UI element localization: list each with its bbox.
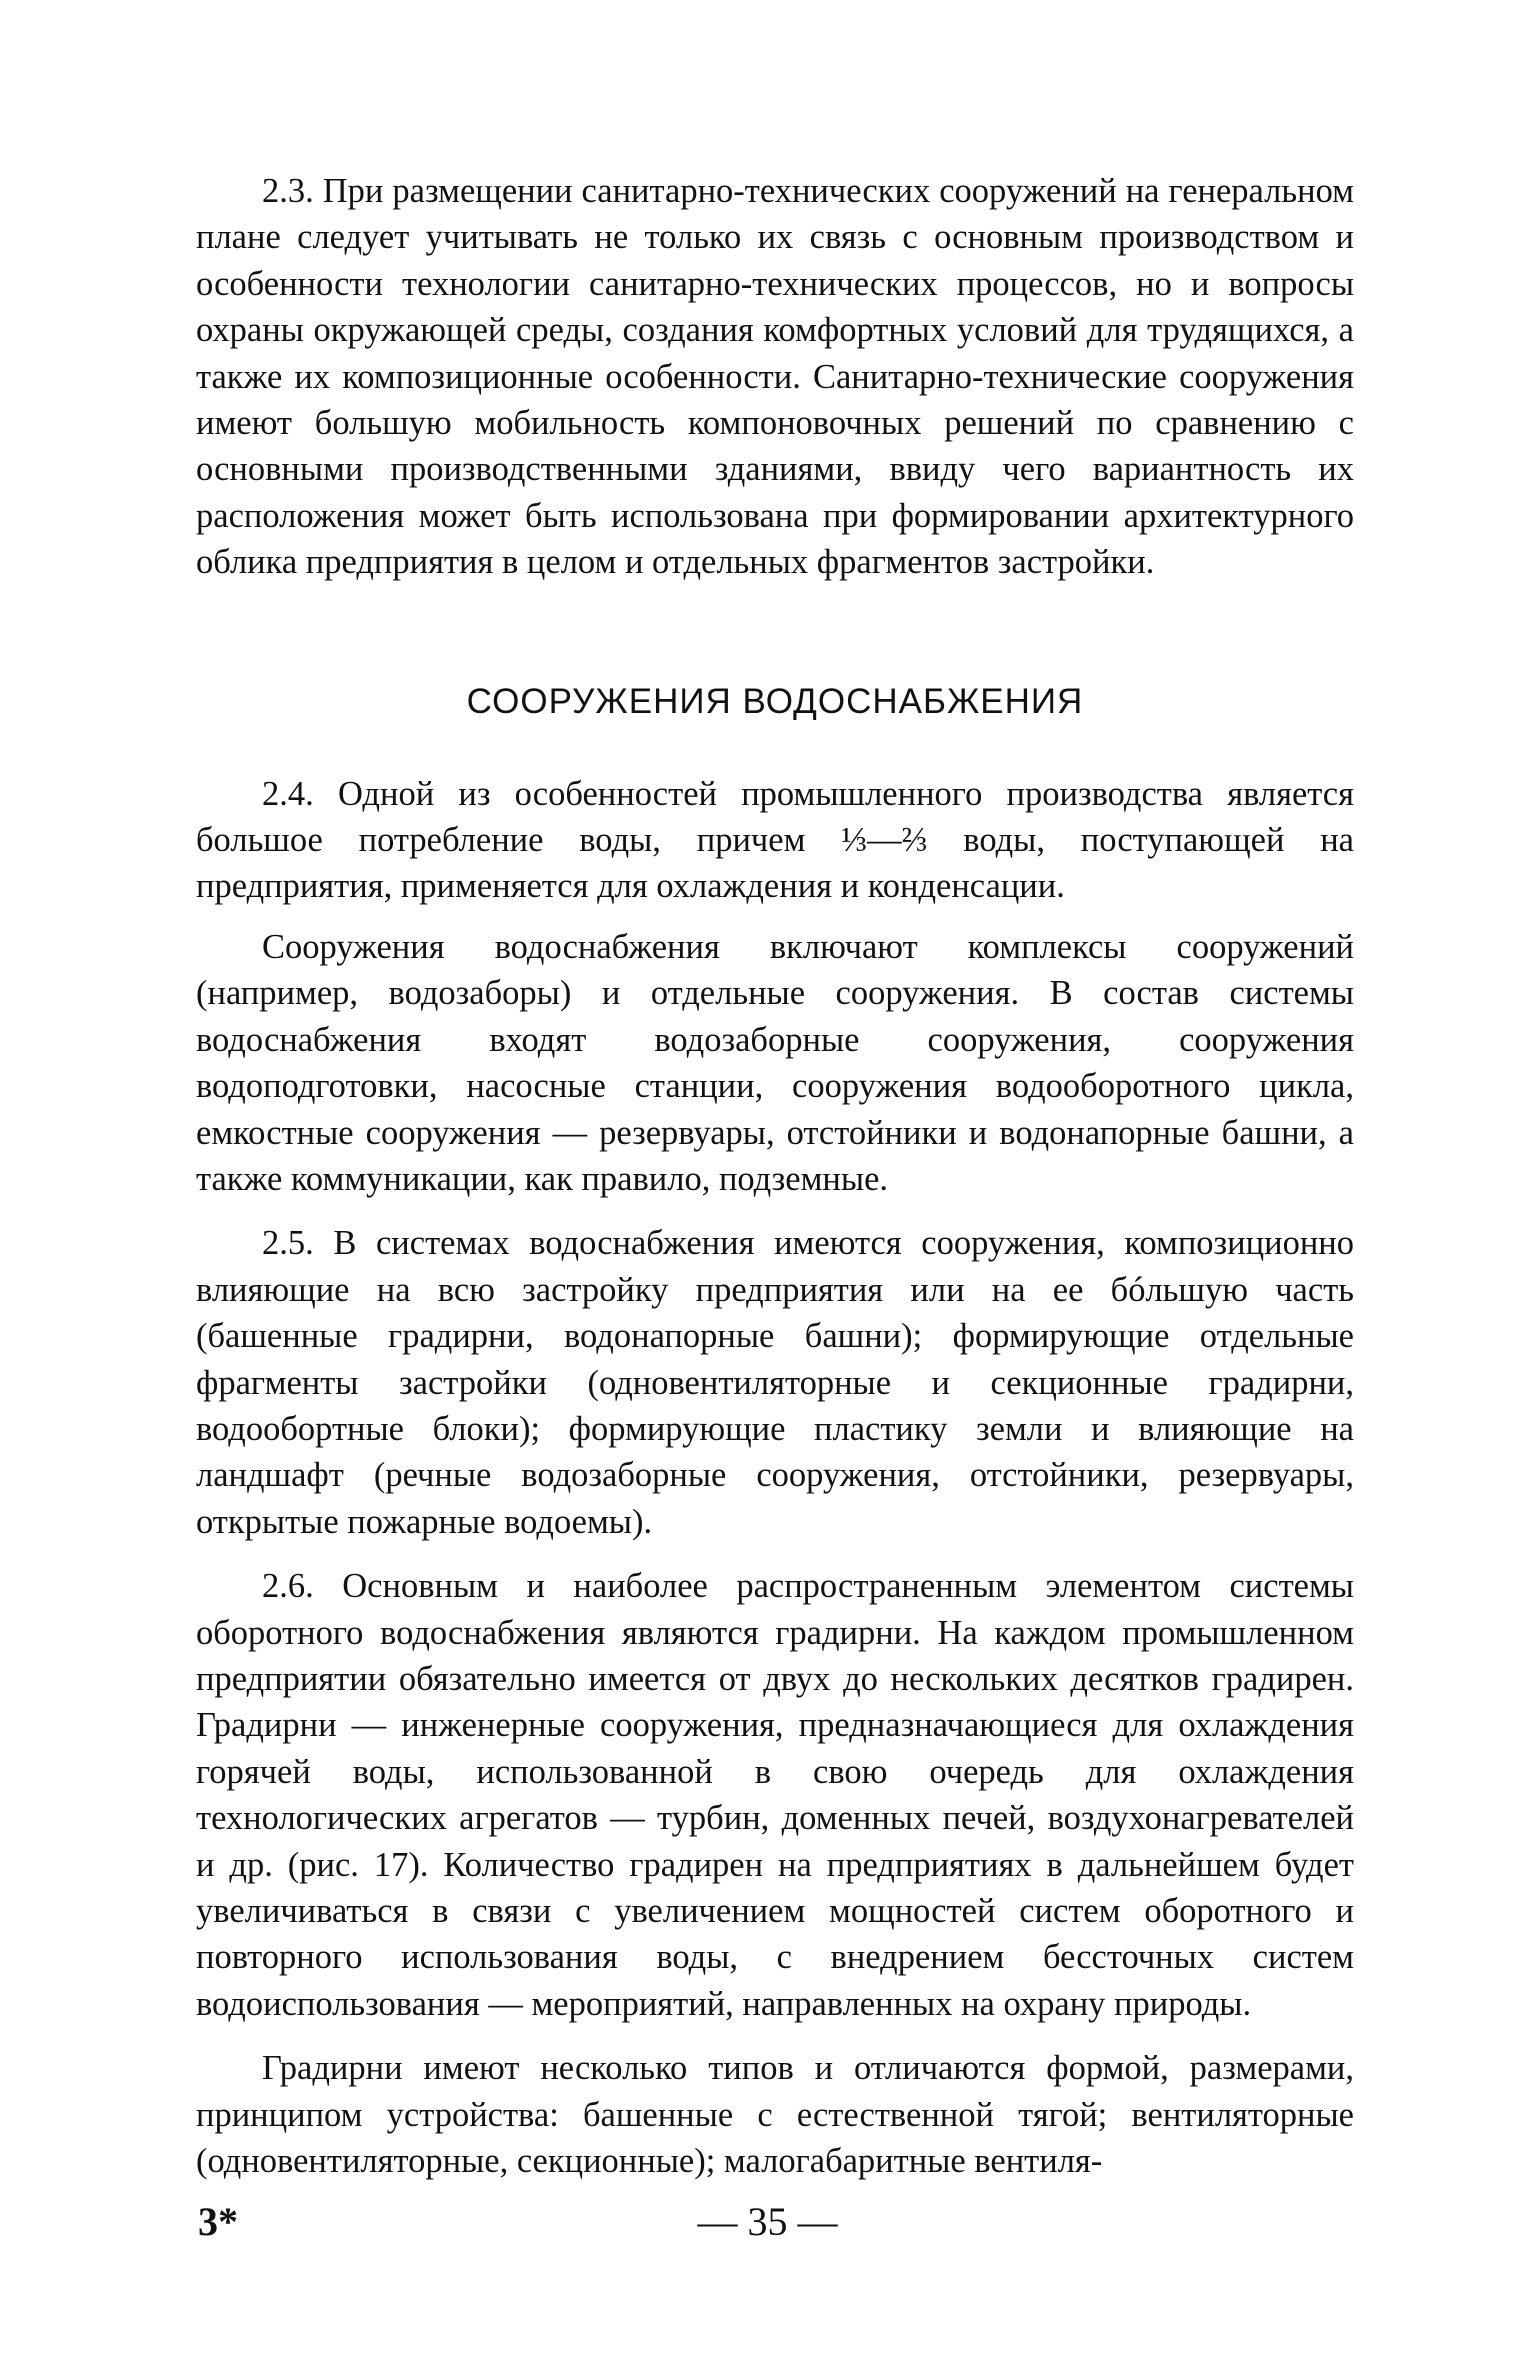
paragraph-2-6: 2.6. Основным и наиболее распространенным элементом системы оборотного водоснабжения являются градирни. На каждом промышленном предприятии обязательно имеется от двух до нескольких десятков градирен. Градирни — инженерные сооружения, предназначающиеся для охлаждения горячей воды, использованной в свою очередь для охлаждения технологических агрегатов — турбин, доменных печей, воздухонагревателей и др. (рис. 17). Количество градирен на предприятиях в дальнейшем будет увеличиваться в связи с увеличением мощностей систем оборотного и повторного использования воды, с внедрением бессточных систем водоиспользования — мероприятий, направленных на охрану природы. xyxy=(196,1567,1354,2023)
paragraph-water-supply: Сооружения водоснабжения включают комплексы сооружений (например, водозаборы) и отдельные сооружения. В состав системы водоснабжения входят водозаборные сооружения, сооружения водоподготовки, насосные станции, сооружения водооборотного цикла, емкостные сооружения — резервуары, отстойники и водонапорные башни, а также коммуникации, как правило, подземные. xyxy=(196,927,1354,1198)
paragraph-2-4: 2.4. Одной из особенностей промышленного производства является большое потребление воды, причем ⅓—⅔ воды, поступающей на предприятия, применяется для охлаждения и конденсации. xyxy=(196,774,1354,906)
paragraph-2-3: 2.3. При размещении санитарно-технических сооружений на генеральном плане следует учитывать не только их связь с основным производством и особенности технологии санитарно-технических процессов, но и вопросы охраны окружающей среды, создания комфортных условий для трудящихся, а также их композиционные особенности. Санитарно-технические сооружения имеют большую мобильность компоновочных решений по сравнению с основными производственными зданиями, ввиду чего вариантность их расположения может быть использована при формировании архитектурного облика предприятия в целом и отдельных фрагментов застройки. xyxy=(196,172,1354,582)
page-number: — 35 — xyxy=(697,2199,838,2244)
section-heading: СООРУЖЕНИЯ ВОДОСНАБЖЕНИЯ xyxy=(466,681,1084,721)
signature-mark: 3* xyxy=(198,2199,238,2244)
paragraph-2-5: 2.5. В системах водоснабжения имеются сооружения, композиционно влияющие на всю застройку предприятия или на ее бóльшую часть (башенные градирни, водонапорные башни); формирующие отдельные фрагменты застройки (одновентиляторные и секционные градирни, водообортные блоки); формирующие пластику земли и влияющие на ландшафт (речные водозаборные сооружения, отстойники, резервуары, открытые пожарные водоемы). xyxy=(196,1224,1354,1541)
page-body xyxy=(196,168,1354,2184)
paragraph-cooling-towers: Градирни имеют несколько типов и отличаются формой, размерами, принципом устройства: башенные с естественной тягой; вентиляторные (одновентиляторные, секционные); малогабаритные вентиля- xyxy=(196,2049,1354,2181)
